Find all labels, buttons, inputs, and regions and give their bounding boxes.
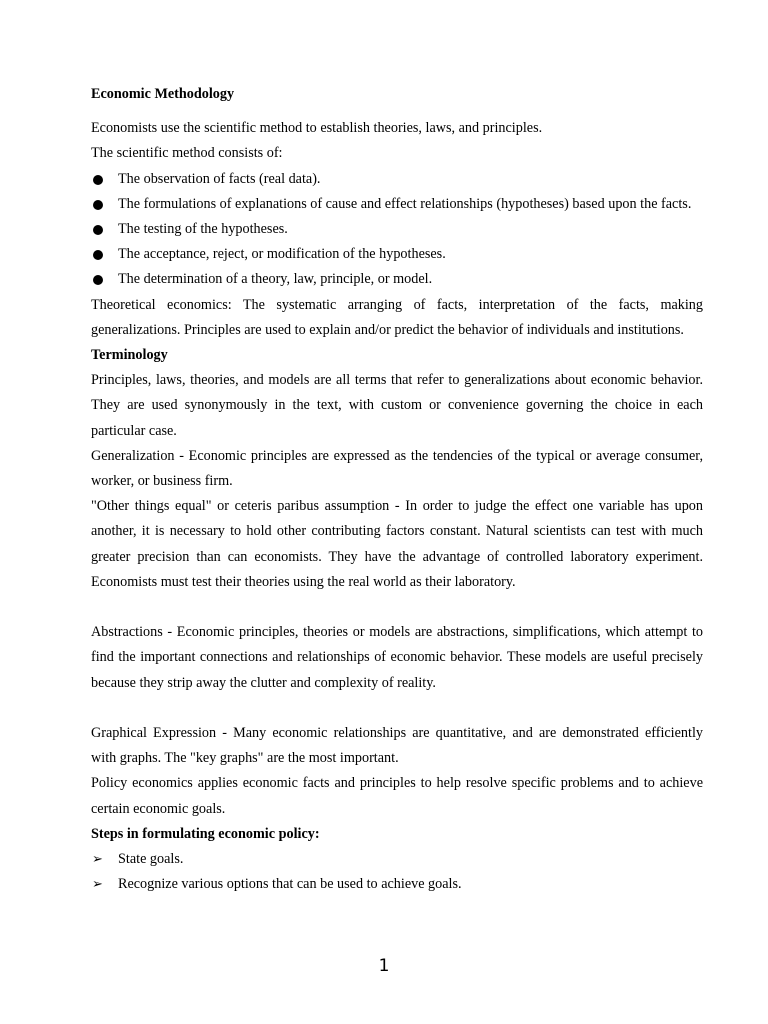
graphical-paragraph: Graphical Expression - Many economic relationships are quantitative, and are demonstrated efficiently with graphs. The "key graphs" are the most important. bbox=[91, 725, 703, 767]
list-item: ➢ State goals. bbox=[91, 847, 703, 872]
bullet-icon bbox=[93, 225, 103, 235]
list-item: ➢ Recognize various options that can be used to achieve goals. bbox=[91, 872, 703, 897]
list-item: The determination of a theory, law, principle, or model. bbox=[91, 267, 703, 292]
document-title: Economic Methodology bbox=[91, 86, 235, 102]
method-steps-list bbox=[91, 167, 703, 293]
arrow-bullet-icon: ➢ bbox=[92, 877, 103, 893]
list-item: The observation of facts (real data). bbox=[91, 167, 703, 192]
document-page bbox=[91, 82, 703, 897]
policy-steps-list bbox=[91, 847, 703, 897]
page-number: 1 bbox=[378, 956, 390, 976]
steps-heading: Steps in formulating economic policy: bbox=[91, 825, 320, 842]
spacer bbox=[91, 595, 703, 620]
bullet-icon bbox=[93, 250, 103, 260]
intro-line: Economists use the scientific method to establish theories, laws, and principles. bbox=[91, 120, 543, 137]
generalization-paragraph: Generalization - Economic principles are expressed as the tendencies of the typical or average consumer, worker, or business firm. bbox=[91, 447, 703, 490]
abstractions-paragraph: Abstractions - Economic principles, theories or models are abstractions, simplifications, which attempt to find the important connections and relationships of economic behavior. These models are useful precisely because they strip away the clutter and complexity of reality. bbox=[91, 624, 703, 691]
intro-line: The scientific method consists of: bbox=[91, 145, 283, 162]
policy-paragraph: Policy economics applies economic facts and principles to help resolve specific problems and to achieve certain economic goals. bbox=[91, 775, 703, 817]
list-item: The testing of the hypotheses. bbox=[91, 217, 703, 242]
bullet-icon bbox=[93, 275, 103, 285]
theoretical-paragraph: Theoretical economics: The systematic arranging of facts, interpretation of the facts, making generalizations. Principles are used to explain and/or predict the behavior of individuals and institutions. bbox=[91, 296, 703, 338]
terminology-heading: Terminology bbox=[91, 347, 168, 364]
bullet-icon bbox=[93, 175, 103, 185]
arrow-bullet-icon: ➢ bbox=[92, 852, 103, 868]
terminology-paragraph: Principles, laws, theories, and models are all terms that refer to generalizations about economic behavior. They are used synonymously in the text, with custom or convenience governing the choice in each particular case. bbox=[91, 372, 703, 439]
spacer bbox=[91, 696, 703, 721]
list-item: The acceptance, reject, or modification of the hypotheses. bbox=[91, 242, 703, 267]
list-item: The formulations of explanations of cause and effect relationships (hypotheses) based upon the facts. bbox=[91, 192, 703, 217]
bullet-icon bbox=[93, 200, 103, 210]
ceteris-paribus-paragraph: "Other things equal" or ceteris paribus assumption - In order to judge the effect one variable has upon another, it is necessary to hold other contributing factors constant. Natural scientists can test with much greater precision than can economists. They have the advantage of controlled laboratory experiment. Economists must test their theories using the real world as their laboratory. bbox=[91, 498, 703, 590]
